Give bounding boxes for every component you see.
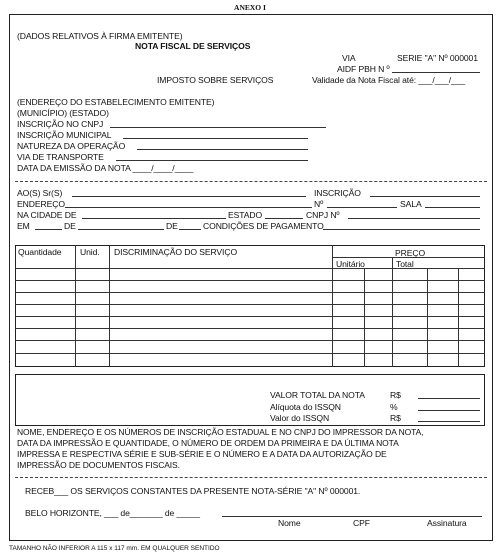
municipal-label: INSCRIÇÃO MUNICIPAL	[17, 130, 112, 140]
de1-label: DE	[64, 221, 76, 231]
notice-line-3: IMPRESSA E RESPECTIVA SÉRIE E SUB-SÉRIE E O NÚMERO E A DATA DA AUTORIZAÇÃO DE	[17, 449, 387, 459]
rate-percent: %	[390, 402, 398, 412]
nature-line	[137, 149, 308, 150]
total-currency: R$	[390, 390, 401, 400]
cnpj-n-line	[348, 218, 480, 219]
number-line	[327, 207, 397, 208]
validity-label: Validade da Nota Fiscal até: ___/___/___	[312, 75, 466, 85]
col-total: Total	[396, 259, 414, 269]
inscricao-label: INSCRIÇÃO	[314, 188, 361, 198]
aidf-label: AIDF PBH N º	[337, 64, 390, 74]
issqn-label: Valor do ISSQN	[270, 413, 330, 423]
city-state-label: (MUNICÍPIO) (ESTADO)	[17, 108, 109, 118]
recipient-line	[72, 196, 306, 197]
endereco-label: ENDEREÇO	[17, 199, 65, 209]
em-label: EM	[17, 221, 30, 231]
signature-name-label: Nome	[278, 518, 301, 528]
inscricao-line	[370, 196, 480, 197]
totals-box	[15, 374, 485, 426]
em-line	[35, 229, 62, 230]
signature-sign-label: Assinatura	[427, 518, 467, 528]
conditions-line	[323, 229, 480, 230]
issqn-currency: R$	[390, 413, 401, 423]
tax-label: IMPOSTO SOBRE SERVIÇOS	[157, 75, 274, 85]
municipal-line	[123, 138, 308, 139]
cnpj-line	[110, 127, 326, 128]
city-label: NA CIDADE DE	[17, 210, 77, 220]
aidf-line	[392, 72, 480, 73]
issue-date-label: DATA DA EMISSÃO DA NOTA ____/____/____	[17, 163, 194, 173]
establishment-address-label: (ENDEREÇO DO ESTABELECIMENTO EMITENTE)	[17, 97, 215, 107]
col-unit-price: Unitário	[336, 259, 365, 269]
cnpj-n-label: CNPJ Nº	[306, 210, 340, 220]
invoice-title: NOTA FISCAL DE SERVIÇOS	[135, 41, 251, 51]
col-unit: Unid.	[80, 247, 100, 257]
notice-line-2: DATA DA IMPRESSÃO E QUANTIDADE, O NÚMERO DE ORDEM DA PRIMEIRA E DA ÚLTIMA NOTA	[17, 438, 399, 448]
notice-line-1: NOME, ENDEREÇO E OS NÚMEROS DE INSCRIÇÃO ESTADUAL E NO CNPJ DO IMPRESSOR DA NOTA,	[17, 427, 424, 437]
signature-line	[222, 516, 482, 517]
signature-cpf-label: CPF	[353, 518, 370, 528]
state-line	[265, 218, 303, 219]
de2-line	[179, 229, 201, 230]
emitter-data-label: (DADOS RELATIVOS À FIRMA EMITENTE)	[17, 31, 183, 41]
rate-label: Alíquota do ISSQN	[270, 402, 341, 412]
transport-line	[116, 160, 308, 161]
separator-1	[15, 181, 487, 182]
de2-label: DE	[166, 221, 178, 231]
sala-label: SALA	[400, 199, 422, 209]
col-quantity: Quantidade	[18, 247, 62, 257]
city-line	[82, 218, 226, 219]
transport-label: VIA DE TRANSPORTE	[17, 152, 104, 162]
serie-label: SERIE "A" Nº 000001	[397, 53, 478, 63]
col-price: PREÇO	[395, 248, 426, 258]
nature-label: NATUREZA DA OPERAÇÃO	[17, 141, 126, 151]
number-label: Nº	[314, 199, 324, 209]
total-value-label: VALOR TOTAL DA NOTA	[270, 390, 365, 400]
state-label: ESTADO	[228, 210, 263, 220]
endereco-line	[65, 207, 312, 208]
items-table	[15, 245, 485, 367]
sala-line	[425, 207, 480, 208]
footnote: TAMANHO NÃO INFERIOR A 115 x 117 mm. EM QUALQUER SENTIDO	[9, 545, 220, 552]
conditions-label: CONDIÇÕES DE PAGAMENTO	[203, 221, 324, 231]
via-label: VIA	[342, 53, 356, 63]
separator-2	[15, 477, 487, 478]
de1-line	[78, 229, 164, 230]
notice-line-4: IMPRESSÃO DE DOCUMENTOS FISCAIS.	[17, 460, 180, 470]
annex-title: ANEXO I	[234, 3, 266, 12]
receipt-text: RECEB___ OS SERVIÇOS CONSTANTES DA PRESENTE NOTA-SÉRIE "A" Nº 000001.	[25, 486, 361, 496]
receipt-city-date: BELO HORIZONTE, ___ de_______ de _____	[25, 508, 200, 518]
recipient-label: AO(S) Sr(S)	[17, 188, 63, 198]
cnpj-label: INSCRIÇÃO NO CNPJ	[17, 119, 104, 129]
col-description: DISCRIMINAÇÃO DO SERVIÇO	[114, 247, 238, 257]
